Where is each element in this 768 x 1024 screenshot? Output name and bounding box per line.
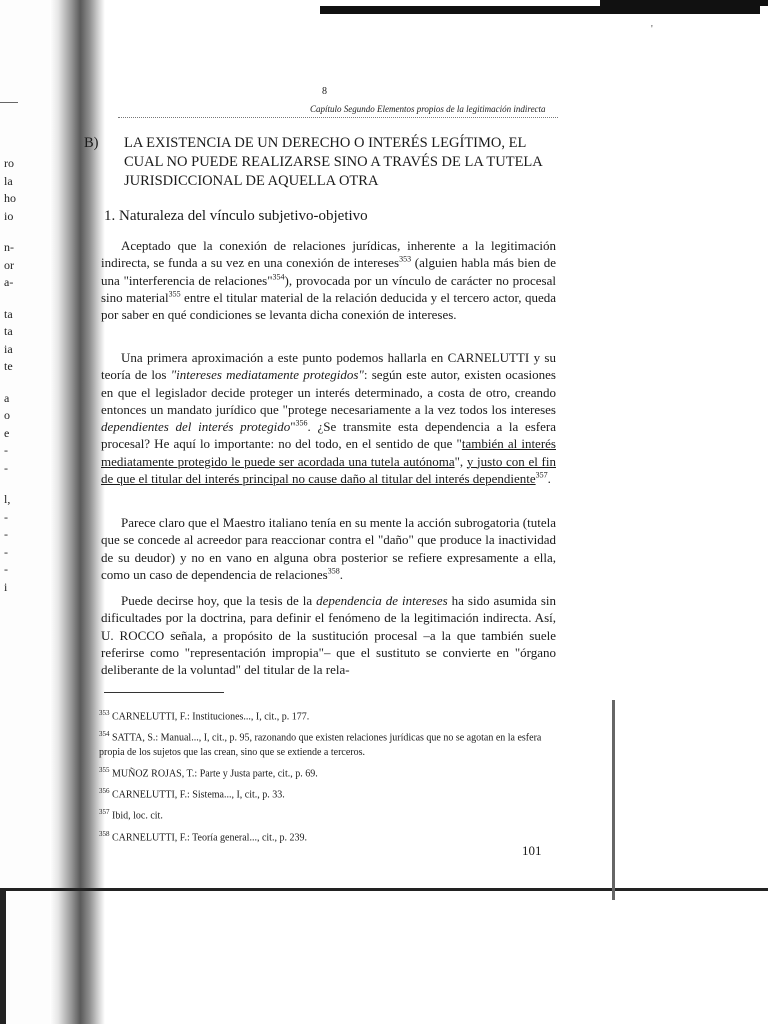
header-rule (118, 117, 558, 118)
footnote (99, 805, 554, 823)
margin-fragment: ho (4, 191, 16, 205)
footnote (99, 784, 554, 802)
margin-fragment: ia (4, 341, 13, 356)
margin-gap (4, 292, 26, 306)
footnote-ref: 353 (399, 254, 412, 264)
facing-page-text (4, 155, 26, 596)
margin-fragment: ro (4, 156, 14, 170)
footnote-text: CARNELUTTI, F.: Teoría general..., cit., p. 239. (112, 831, 307, 843)
scan-bottom-edge-corner (0, 888, 6, 1024)
p2-text-e: ", (454, 453, 467, 469)
scan-bottom-edge (0, 888, 768, 891)
margin-fragment: la (4, 173, 13, 188)
p3-end: . (339, 566, 343, 582)
page-right-edge (612, 700, 615, 900)
footnote-ref: 357 (535, 470, 548, 480)
footnote-text: CARNELUTTI, F.: Instituciones..., I, cit., p. 177. (112, 711, 310, 723)
margin-fragment: - (4, 544, 8, 559)
margin-fragment: ta (4, 324, 13, 338)
margin-gap (4, 376, 26, 390)
paragraph-4 (101, 592, 556, 678)
footnote-ref: 358 (327, 566, 340, 576)
margin-fragment: - (4, 562, 8, 576)
footnote-ref: 354 (272, 272, 285, 282)
footnote-number: 358 (99, 829, 110, 838)
margin-fragment: te (4, 359, 13, 373)
footnote-number: 354 (99, 730, 110, 739)
facing-page-rule (0, 102, 18, 103)
footnote-number: 355 (99, 765, 110, 774)
margin-fragment: a- (4, 275, 14, 289)
footnote (99, 827, 554, 845)
p1-text-d: entre el titular material de la relación deducida y el tercero actor, queda por saber en qué condiciones se levanta dicha conexión de intereses. (101, 289, 556, 323)
margin-fragment: e (4, 425, 10, 440)
paragraph-2 (101, 349, 556, 487)
margin-fragment: a (4, 390, 10, 405)
p2-text-b: : según este autor, existen ocasiones en que el legislador decide proteger un interés determinado, a costa de otro, creando entonces un mandato jurídico que "protege necesariamente a la vez todos los intereses (101, 367, 556, 417)
margin-fragment: - (4, 460, 8, 475)
margin-fragment: n- (4, 240, 14, 254)
footnote-rule (104, 692, 224, 693)
p2-text-f: . (547, 471, 551, 487)
running-header: Capítulo Segundo Elementos propios de la legitimación indirecta (310, 104, 546, 114)
margin-fragment: io (4, 208, 14, 223)
section-letter: B) (84, 135, 99, 151)
footnote (99, 763, 554, 781)
footnote-text: MUÑOZ ROJAS, T.: Parte y Justa parte, cit., p. 69. (112, 767, 318, 779)
p2-text-c: " (290, 419, 296, 435)
margin-fragment: i (4, 579, 8, 594)
margin-fragment: - (4, 527, 8, 541)
paragraph-1 (101, 237, 556, 323)
footnote-number: 353 (99, 709, 110, 717)
footnote (99, 706, 554, 724)
p4-text-a: Puede decirse hoy, que la tesis de la (121, 593, 317, 608)
footnote (99, 727, 554, 759)
subheading: 1. Naturaleza del vínculo subjetivo-objetivo (104, 208, 368, 224)
p2-text-d: . ¿Se transmite esta dependencia a la esfera procesal? He aquí lo importante: no del todo, en el sentido de que " (101, 419, 556, 452)
p1-text: Aceptado que la conexión de relaciones jurídicas, inherente a la legitimación indirecta, se funda a su vez en una conexión de intereses (101, 238, 556, 271)
margin-fragment: - (4, 509, 8, 524)
section-heading (84, 134, 544, 191)
margin-fragment: o (4, 408, 10, 422)
footnote-number: 357 (99, 808, 110, 817)
footnote-ref: 356 (295, 418, 308, 428)
footnote-ref: 355 (168, 289, 181, 299)
margin-fragment: or (4, 257, 14, 272)
scan-top-edge (320, 6, 760, 14)
book-gutter-shadow (50, 0, 105, 1024)
margin-fragment: ta (4, 306, 13, 321)
footnote-number: 356 (99, 786, 110, 795)
p3-text: Parece claro que el Maestro italiano tenía en su mente la acción subrogatoria (tutela que se concede al acreedor para reaccionar contra el "daño" que produce la inactividad de su deudor) y no en vano en alguna obra posterior se refiere expresamente a ella, como un caso de dependencia de relaciones (101, 515, 556, 582)
p2-underlined: también al interés mediatamente protegido le puede ser acordada una tutela autónoma (101, 436, 556, 469)
p4-emphasis: dependencia de intereses (316, 593, 448, 608)
footnotes (99, 706, 554, 848)
p2-emphasis-2: dependientes del interés protegido (101, 419, 291, 435)
footnote-text: Ibid, loc. cit. (112, 810, 163, 822)
margin-gap (4, 225, 26, 239)
p2-underlined-2: y justo con el fin de que el titular del interés principal no cause daño al titular del interés dependiente (101, 453, 556, 487)
footnote-text: CARNELUTTI, F.: Sistema..., I, cit., p. 33. (112, 789, 285, 801)
scan-top-edge-corner (600, 0, 768, 6)
margin-fragment: - (4, 443, 8, 457)
footnote-text: SATTA, S.: Manual..., I, cit., p. 95, razonando que existen relaciones jurídicas que no se agotan en la esfera propia de los sujetos que las crean, sino que se extiende a terceros. (99, 732, 542, 758)
margin-fragment: l, (4, 492, 11, 506)
p2-emphasis: "intereses mediatamente protegidos" (170, 367, 364, 383)
page-number-bottom: 101 (522, 843, 542, 858)
p4-text-b: ha sido asumida sin dificultades por la doctrina, para definir el fenómeno de la legitimación indirecta. Así, U. ROCCO señala, a propósito de la sustitución procesal –a la que también suele referirse como "representación impropia"– que el sustituto se convierte en "órgano deliberante de la voluntad" del titular de la rela- (101, 593, 556, 678)
page-number-top: 8 (322, 86, 327, 97)
p1-text-c: ), provocada por un vínculo de carácter no procesal sino material (101, 272, 556, 305)
scan-mark: ' (651, 24, 653, 35)
p2-text-a: Una primera aproximación a este punto podemos hallarla en CARNELUTTI y su teoría de los (101, 350, 556, 383)
paragraph-3 (101, 514, 556, 583)
p1-text-b: (alguien habla más bien de una "interferencia de relaciones" (101, 255, 556, 288)
section-heading-text: LA EXISTENCIA DE UN DERECHO O INTERÉS LEGÍTIMO, EL CUAL NO PUEDE REALIZARSE SINO A TRAVÉS DE LA TUTELA JURISDICCIONAL DE AQUELLA OTRA (124, 135, 542, 189)
margin-gap (4, 477, 26, 491)
